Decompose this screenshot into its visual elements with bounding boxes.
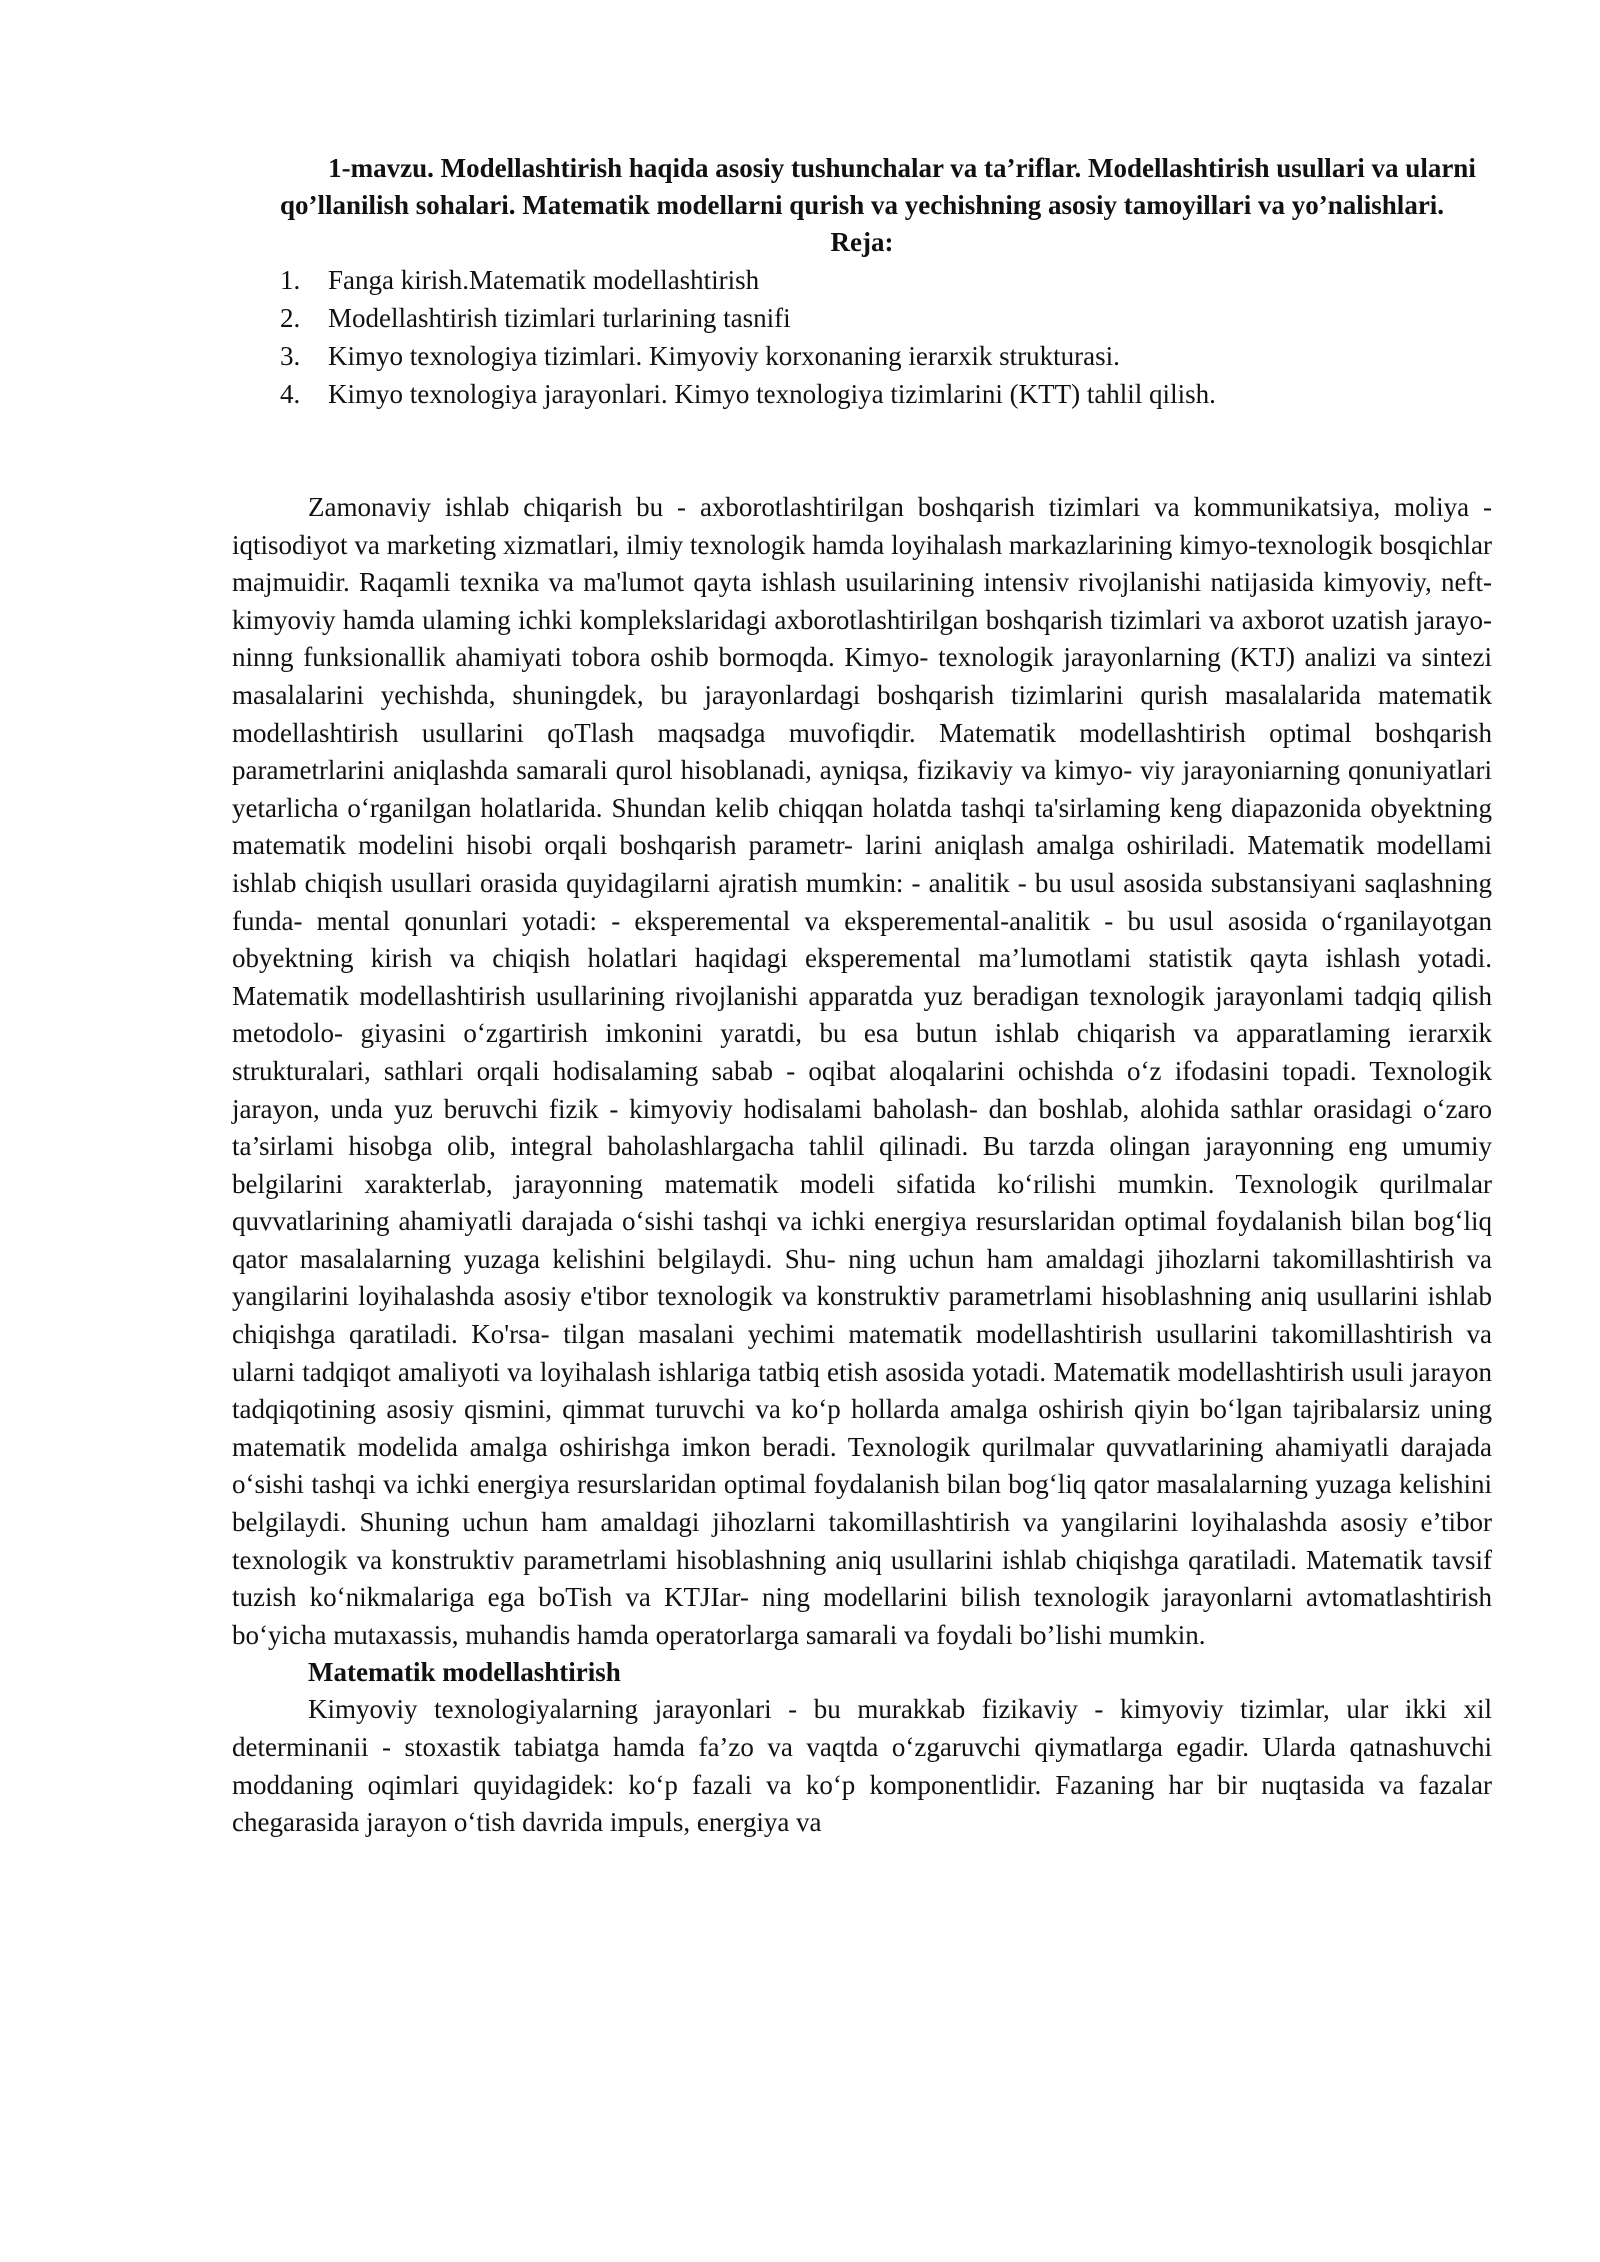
plan-item-number: 3. xyxy=(280,341,301,371)
plan-item-text: Fanga kirish.Matematik modellashtirish xyxy=(328,265,760,295)
document-title-text: 1-mavzu. Modellashtirish haqida asosiy tushunchalar va ta’riflar. Modellashtirish usullari va ularni qo’llanilish sohalari. Matematik modellarni qurish va yechishning asosiy tamoyillari va yo’nalishlari. xyxy=(279,153,1476,220)
body-paragraph-modelling: Kimyoviy texnologiyalarning jarayonlari - bu murakkab fizikaviy - kimyoviy tizimlar, ular ikki xil determinanii - stoxastik tabiatga hamda fa’zo va vaqtda o‘zgaruvchi qiymatlarga egadir. Ularda qatnashuvchi moddaning oqimlari quyidagidek: ko‘p fazali va ko‘p komponentlidir. Fazaning har bir nuqtasida va fazalar chegarasida jarayon o‘tish davrida impuls, energiya va xyxy=(232,1694,1492,1838)
plan-item-text: Kimyo texnologiya tizimlari. Kimyoviy korxonaning ierarxik strukturasi. xyxy=(328,341,1120,371)
plan-item xyxy=(232,261,1492,299)
body-paragraph-intro: Zamonaviy ishlab chiqarish bu - axborotlashtirilgan boshqarish tizimlari va kommunikatsiya, moliya - iqtisodiyot va marketing xizmatlari, ilmiy texnologik hamda loyihalash markazlarining kimyo-texnologik bosqichlar majmuidir. Raqamli texnika va ma'lumot qayta ishlash usuilarining intensiv rivojlanishi natijasida kimyoviy, neft-kimyoviy hamda ulaming ichki komplekslaridagi axborotlashtirilgan boshqarish tizimlari va axborot uzatish jarayo- ninng funksionallik ahamiyati tobora oshib bormoqda. Kimyo- texnologik jarayonlarning (KTJ) analizi va sintezi masalalarini yechishda, shuningdek, bu jarayonlardagi boshqarish tizimlarini qurish masalalarida matematik modellashtirish usullarini qoTlash maqsadga muvofiqdir. Matematik modellashtirish optimal boshqarish parametrlarini aniqlashda samarali qurol hisoblanadi, ayniqsa, fizikaviy va kimyo- viy jarayoniarning qonuniyatlari yetarlicha o‘rganilgan holatlarida. Shundan kelib chiqqan holatda tashqi ta'sirlaming keng diapazonida obyektning matematik modelini hisobi orqali boshqarish parametr- larini aniqlash amalga oshiriladi. Matematik modellami ishlab chiqish usullari orasida quyidagilarni ajratish mumkin: - analitik - bu usul asosida substansiyani saqlashning funda- mental qonunlari yotadi: - eksperemental va eksperemental-analitik - bu usul asosida o‘rganilayotgan obyektning kirish va chiqish holatlari haqidagi eksperemental ma’lumotlami statistik qayta ishlash yotadi. Matematik modellashtirish usullarining rivojlanishi apparatda yuz beradigan texnologik jarayonlami tadqiq qilish metodolo- giyasini o‘zgartirish imkonini yaratdi, bu esa butun ishlab chiqarish va apparatlaming ierarxik strukturalari, sathlari orqali hodisalaming sabab - oqibat aloqalarini ochishda o‘z ifodasini topadi. Texnologik jarayon, unda yuz beruvchi fizik - kimyoviy hodisalami baholash- dan boshlab, alohida sathlar orasidagi o‘zaro ta’sirlami hisobga olib, integral baholashlargacha tahlil qilinadi. Bu tarzda olingan jarayonning eng umumiy belgilarini xarakterlab, jarayonning matematik modeli sifatida ko‘rilishi mumkin. Texnologik qurilmalar quvvatlarining ahamiyatli darajada o‘sishi tashqi va ichki energiya resurslaridan optimal foydalanish bilan bog‘liq qator masalalarning yuzaga kelishini belgilaydi. Shu- ning uchun ham amaldagi jihozlarni takomillashtirish va yangilarini loyihalashda asosiy e'tibor texnologik va konstruktiv parametrlami hisoblashning aniq usullarini ishlab chiqishga qaratiladi. Ko'rsa- tilgan masalani yechimi matematik modellashtirish usullarini takomillashtirish va ularni tadqiqot amaliyoti va loyihalash ishlariga tatbiq etish asosida yotadi. Matematik modellashtirish usuli jarayon tadqiqotining asosiy qismini, qimmat turuvchi va ko‘p hollarda amalga oshirish qiyin bo‘lgan tajribalarsiz uning matematik modelida amalga oshirishga imkon beradi. Texnologik qurilmalar quvvatlarining ahamiyatli darajada o‘sishi tashqi va ichki energiya resurslaridan optimal foydalanish bilan bog‘liq qator masalalarning yuzaga kelishini belgilaydi. Shuning uchun ham amaldagi jihozlarni takomillashtirish va yangilarini loyihalashda asosiy e’tibor texnologik va konstruktiv parametrlami hisoblashning aniq usullarini ishlab chiqishga qaratiladi. Matematik tavsif tuzish ko‘nikmalariga ega boTish va KTJIar- ning modellarini bilish texnologik jarayonlarni avtomatlashtirish bo‘yicha mutaxassis, muhandis hamda operatorlarga samarali va foydali bo’lishi mumkin. xyxy=(232,492,1492,1650)
plan-heading: Reja: xyxy=(830,227,894,257)
plan-item-number: 4. xyxy=(280,379,301,409)
plan-list xyxy=(232,261,1492,413)
plan-item xyxy=(232,337,1492,375)
plan-item xyxy=(232,299,1492,337)
plan-item-number: 2. xyxy=(280,303,301,333)
document-page xyxy=(232,150,1492,1842)
plan-item xyxy=(232,375,1492,413)
section-spacer xyxy=(232,413,1492,489)
plan-item-number: 1. xyxy=(280,265,301,295)
document-title xyxy=(232,150,1492,224)
plan-item-text: Modellashtirish tizimlari turlarining tasnifi xyxy=(328,303,791,333)
section-subheading: Matematik modellashtirish xyxy=(308,1657,621,1688)
plan-item-text: Kimyo texnologiya jarayonlari. Kimyo texnologiya tizimlarini (KTT) tahlil qilish. xyxy=(328,379,1216,409)
